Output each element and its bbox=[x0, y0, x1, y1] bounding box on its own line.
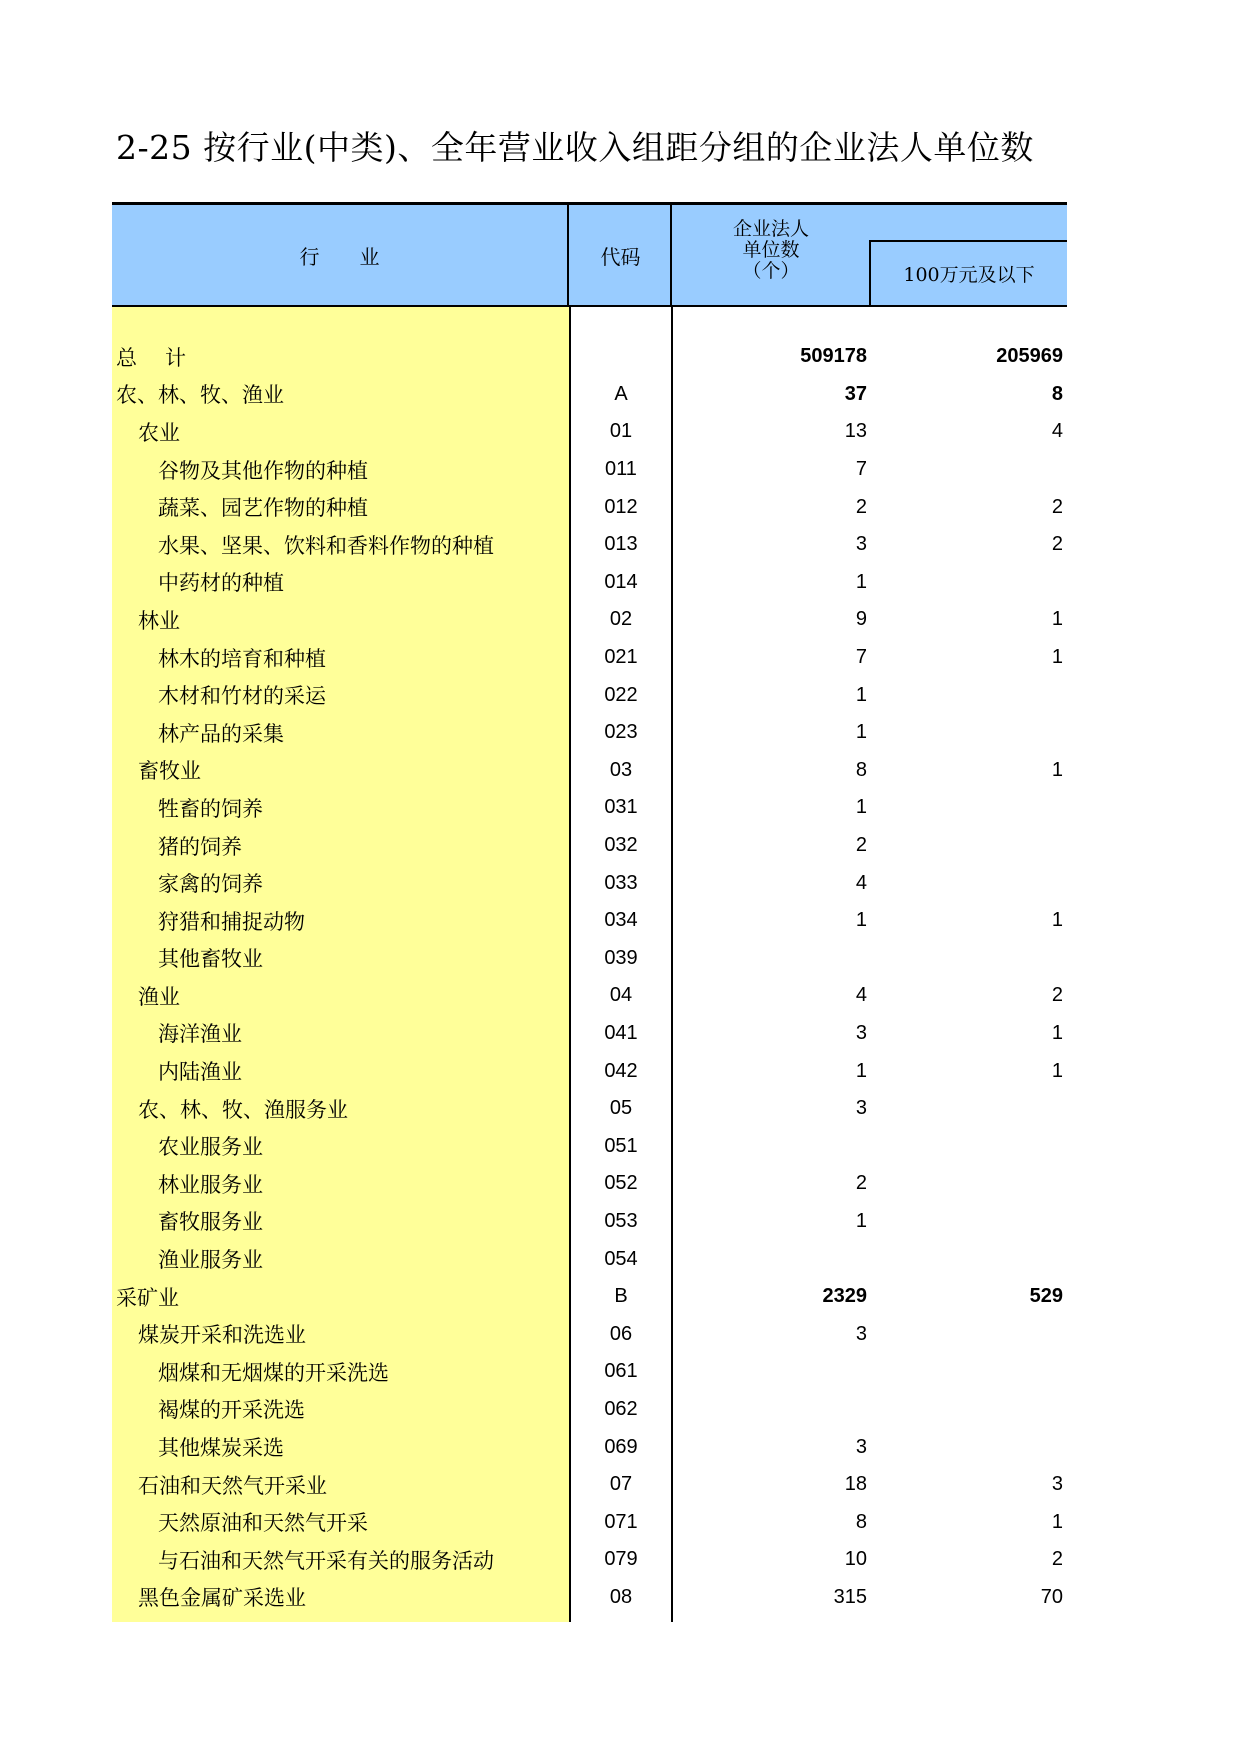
row-code: 071 bbox=[604, 1510, 638, 1533]
row-industry-name: 家禽的饲养 bbox=[158, 872, 263, 897]
table-header bbox=[112, 202, 1067, 307]
row-count: 2 bbox=[855, 495, 867, 518]
row-code: 042 bbox=[604, 1059, 638, 1082]
row-code: 012 bbox=[604, 495, 638, 518]
row-sub-count: 1 bbox=[1051, 646, 1063, 669]
table-row bbox=[112, 1391, 1067, 1429]
table-row bbox=[112, 1203, 1067, 1241]
row-code: 069 bbox=[604, 1435, 638, 1458]
table-row bbox=[112, 376, 1067, 414]
row-code: 041 bbox=[604, 1021, 638, 1044]
table-row bbox=[112, 413, 1067, 451]
table-row bbox=[112, 940, 1067, 978]
header-code: 代码 bbox=[571, 205, 672, 305]
row-code: 07 bbox=[609, 1473, 633, 1496]
row-sub-count: 2 bbox=[1051, 984, 1063, 1007]
row-count: 2 bbox=[855, 1172, 867, 1195]
table-row bbox=[112, 714, 1067, 752]
table-row bbox=[112, 1127, 1067, 1165]
row-count: 509178 bbox=[800, 345, 867, 368]
row-industry-name: 谷物及其他作物的种植 bbox=[158, 458, 368, 483]
row-industry-name: 林业服务业 bbox=[158, 1172, 263, 1197]
table-row bbox=[112, 1503, 1067, 1541]
row-industry-name: 采矿业 bbox=[116, 1285, 179, 1310]
row-sub-count: 1 bbox=[1051, 1510, 1063, 1533]
table-row bbox=[112, 1052, 1067, 1090]
row-code: 051 bbox=[604, 1134, 638, 1157]
row-sub-count: 70 bbox=[1040, 1585, 1063, 1608]
table-row bbox=[112, 827, 1067, 865]
row-count: 3 bbox=[855, 1097, 867, 1120]
row-count: 1 bbox=[855, 796, 867, 819]
header-sub-column: 100万元及以下 bbox=[869, 240, 1067, 305]
data-table bbox=[112, 202, 1067, 1616]
row-code: 034 bbox=[604, 909, 638, 932]
table-row bbox=[112, 1315, 1067, 1353]
row-code: 053 bbox=[604, 1209, 638, 1232]
row-sub-count: 4 bbox=[1051, 420, 1063, 443]
table-row bbox=[112, 1579, 1067, 1617]
row-code: 013 bbox=[604, 533, 638, 556]
row-count: 8 bbox=[855, 1510, 867, 1533]
row-count: 1 bbox=[855, 721, 867, 744]
row-code: 039 bbox=[604, 946, 638, 969]
row-industry-name: 农、林、牧、渔服务业 bbox=[138, 1097, 348, 1122]
row-count: 7 bbox=[855, 646, 867, 669]
row-code: 022 bbox=[604, 683, 638, 706]
table-row bbox=[112, 488, 1067, 526]
table-row bbox=[112, 338, 1067, 376]
row-industry-name: 畜牧服务业 bbox=[158, 1210, 263, 1235]
row-count: 3 bbox=[855, 533, 867, 556]
row-sub-count: 1 bbox=[1051, 758, 1063, 781]
row-industry-name: 农、林、牧、渔业 bbox=[116, 383, 284, 408]
row-sub-count: 2 bbox=[1051, 533, 1063, 556]
row-code: 031 bbox=[604, 796, 638, 819]
row-count: 2 bbox=[855, 834, 867, 857]
row-code: 05 bbox=[609, 1097, 633, 1120]
row-industry-name: 中药材的种植 bbox=[158, 571, 284, 596]
table-row bbox=[112, 1466, 1067, 1504]
table-row bbox=[112, 1278, 1067, 1316]
row-count: 2329 bbox=[822, 1285, 867, 1308]
table-row bbox=[112, 639, 1067, 677]
table-row bbox=[112, 1015, 1067, 1053]
header-count-line3: （个） bbox=[742, 260, 800, 282]
row-code: 03 bbox=[609, 758, 633, 781]
header-industry: 行业 bbox=[112, 205, 569, 305]
row-industry-name: 林产品的采集 bbox=[158, 721, 284, 746]
row-industry-name: 牲畜的饲养 bbox=[158, 796, 263, 821]
table-row bbox=[112, 526, 1067, 564]
row-code: 01 bbox=[609, 420, 633, 443]
row-count: 13 bbox=[844, 420, 867, 443]
row-count: 4 bbox=[855, 984, 867, 1007]
table-row bbox=[112, 1240, 1067, 1278]
table-row bbox=[112, 752, 1067, 790]
row-code: 04 bbox=[609, 984, 633, 1007]
row-industry-name: 总计 bbox=[116, 345, 214, 370]
row-count: 4 bbox=[855, 871, 867, 894]
table-row bbox=[112, 564, 1067, 602]
row-code: 02 bbox=[609, 608, 633, 631]
row-code: B bbox=[614, 1285, 628, 1308]
row-count: 315 bbox=[833, 1585, 867, 1608]
table-row bbox=[112, 1541, 1067, 1579]
row-industry-name: 渔业服务业 bbox=[158, 1248, 263, 1273]
row-count: 3 bbox=[855, 1322, 867, 1345]
table-row bbox=[112, 451, 1067, 489]
row-code: 054 bbox=[604, 1247, 638, 1270]
table-row bbox=[112, 676, 1067, 714]
row-industry-name: 畜牧业 bbox=[138, 759, 201, 784]
row-sub-count: 529 bbox=[1029, 1285, 1063, 1308]
row-sub-count: 2 bbox=[1051, 1548, 1063, 1571]
row-sub-count: 8 bbox=[1051, 382, 1063, 405]
row-count: 1 bbox=[855, 683, 867, 706]
row-code: 023 bbox=[604, 721, 638, 744]
table-body bbox=[112, 307, 1067, 1616]
row-industry-name: 内陆渔业 bbox=[158, 1060, 242, 1085]
row-industry-name: 水果、坚果、饮料和香料作物的种植 bbox=[158, 533, 494, 558]
header-count bbox=[673, 219, 869, 282]
row-industry-name: 猪的饲养 bbox=[158, 834, 242, 859]
row-industry-name: 其他畜牧业 bbox=[158, 947, 263, 972]
row-code: 011 bbox=[605, 458, 637, 481]
table-row bbox=[112, 789, 1067, 827]
row-code: 052 bbox=[604, 1172, 638, 1195]
row-count: 10 bbox=[844, 1548, 867, 1571]
row-sub-count: 2 bbox=[1051, 495, 1063, 518]
row-industry-name: 海洋渔业 bbox=[158, 1022, 242, 1047]
row-count: 3 bbox=[855, 1021, 867, 1044]
row-code: 014 bbox=[604, 570, 638, 593]
row-count: 1 bbox=[855, 570, 867, 593]
row-industry-name: 石油和天然气开采业 bbox=[138, 1473, 327, 1498]
row-industry-name: 烟煤和无烟煤的开采洗选 bbox=[158, 1360, 389, 1385]
row-count: 1 bbox=[855, 1209, 867, 1232]
row-industry-name: 农业服务业 bbox=[158, 1135, 263, 1160]
row-code: 079 bbox=[604, 1548, 638, 1571]
row-industry-name: 林木的培育和种植 bbox=[158, 646, 326, 671]
row-sub-count: 1 bbox=[1051, 1021, 1063, 1044]
row-count: 1 bbox=[855, 909, 867, 932]
row-code: 062 bbox=[604, 1397, 638, 1420]
row-count: 7 bbox=[855, 458, 867, 481]
row-industry-name: 蔬菜、园艺作物的种植 bbox=[158, 496, 368, 521]
row-count: 1 bbox=[855, 1059, 867, 1082]
table-row bbox=[112, 1428, 1067, 1466]
row-count: 18 bbox=[844, 1473, 867, 1496]
table-row bbox=[112, 601, 1067, 639]
row-sub-count: 3 bbox=[1051, 1473, 1063, 1496]
table-rows bbox=[112, 307, 1067, 1616]
table-row bbox=[112, 977, 1067, 1015]
row-industry-name: 渔业 bbox=[138, 984, 180, 1009]
row-industry-name: 褐煤的开采洗选 bbox=[158, 1398, 305, 1423]
header-count-line1: 企业法人 bbox=[732, 218, 809, 240]
table-row bbox=[112, 1165, 1067, 1203]
row-code: 032 bbox=[604, 834, 638, 857]
row-code: A bbox=[614, 382, 628, 405]
row-code: 033 bbox=[604, 871, 638, 894]
row-industry-name: 与石油和天然气开采有关的服务活动 bbox=[158, 1548, 494, 1573]
row-industry-name: 煤炭开采和洗选业 bbox=[138, 1323, 306, 1348]
row-industry-name: 黑色金属矿采选业 bbox=[138, 1586, 306, 1611]
row-code: 061 bbox=[604, 1360, 638, 1383]
table-row bbox=[112, 864, 1067, 902]
row-sub-count: 205969 bbox=[996, 345, 1063, 368]
row-code: 08 bbox=[609, 1585, 633, 1608]
row-industry-name: 狩猎和捕捉动物 bbox=[158, 909, 305, 934]
row-count: 9 bbox=[855, 608, 867, 631]
row-industry-name: 农业 bbox=[138, 420, 180, 445]
row-code: 021 bbox=[604, 646, 638, 669]
row-industry-name: 林业 bbox=[138, 608, 180, 633]
header-count-line2: 单位数 bbox=[742, 239, 800, 261]
table-row bbox=[112, 902, 1067, 940]
row-sub-count: 1 bbox=[1051, 1059, 1063, 1082]
row-sub-count: 1 bbox=[1051, 909, 1063, 932]
row-industry-name: 木材和竹材的采运 bbox=[158, 684, 326, 709]
row-count: 3 bbox=[855, 1435, 867, 1458]
row-count: 37 bbox=[844, 382, 867, 405]
row-industry-name: 天然原油和天然气开采 bbox=[158, 1511, 368, 1536]
table-row bbox=[112, 1353, 1067, 1391]
row-code: 06 bbox=[609, 1322, 633, 1345]
row-sub-count: 1 bbox=[1051, 608, 1063, 631]
row-industry-name: 其他煤炭采选 bbox=[158, 1436, 284, 1461]
table-row bbox=[112, 1090, 1067, 1128]
page-title: 2-25 按行业(中类)、全年营业收入组距分组的企业法人单位数 bbox=[116, 128, 1034, 167]
row-count: 8 bbox=[855, 758, 867, 781]
